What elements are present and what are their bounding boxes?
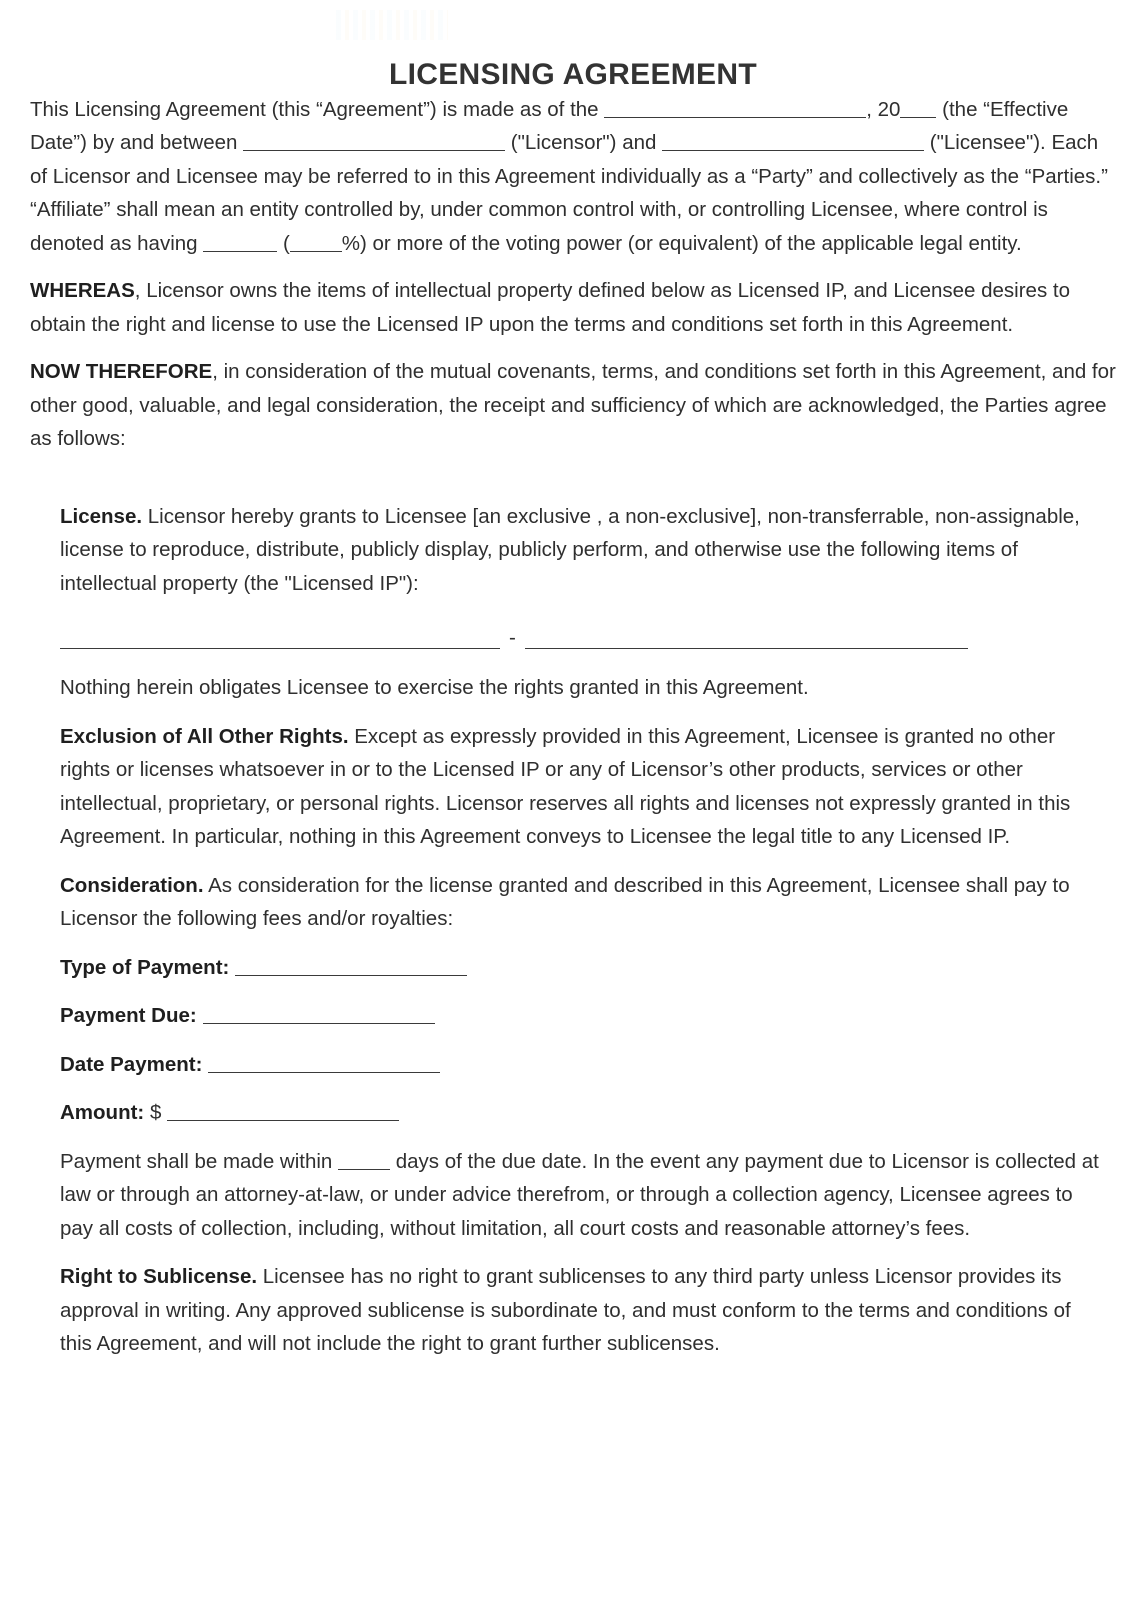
license-clause (60, 500, 1104, 601)
field-date-payment (60, 1048, 1104, 1082)
field-label-type-of-payment: Type of Payment: (60, 955, 230, 979)
field-type-of-payment (60, 951, 1104, 985)
field-input-payment-due[interactable] (203, 1003, 435, 1024)
field-label-amount: Amount: (60, 1101, 145, 1124)
preamble-paragraph (30, 93, 1116, 261)
clauses-section (60, 500, 1104, 1361)
exclusion-clause (60, 720, 1104, 854)
payment-terms-text-2: days of the due date. In the event any payment due to Licensor is collected at law or through an attorney-at-law, or under advice therefrom, or through a collection agency, Licensee agrees to pay all costs of collection, including, without limitation, all court costs and reasonable attorney’s fees. (60, 1149, 1099, 1240)
whereas-text: , Licensor owns the items of intellectual property defined below as Licensed IP, and Licensee desires to obtain the right and license to use the Licensed IP upon the terms and conditions set forth in this Agreement. (30, 279, 1070, 336)
exclusion-heading: Exclusion of All Other Rights. (60, 724, 349, 748)
field-label-payment-due: Payment Due: (60, 1004, 197, 1027)
sublicense-text: Licensee has no right to grant sublicenses to any third party unless Licensor provides its approval in writing. Any approved sublicense is subordinate to, and must conform to the terms and conditions of this Agreement, and will not include the right to grant further sublicenses. (60, 1265, 1071, 1355)
field-input-amount[interactable] (167, 1100, 399, 1121)
now-therefore-text: , in consideration of the mutual covenants, terms, and conditions set forth in this Agreement, and for other good, valuable, and legal consideration, the receipt and sufficiency of which are acknowledged, the Parties agree as follows: (30, 360, 1116, 450)
license-after-text: Nothing herein obligates Licensee to exercise the rights granted in this Agreement. (60, 676, 809, 699)
preamble-text-2: , 20 (866, 97, 901, 121)
now-therefore-paragraph (30, 355, 1116, 456)
field-amount (60, 1096, 1104, 1130)
licensed-ip-separator: - (509, 626, 516, 649)
document-body (0, 93, 1146, 1361)
exclusion-text: Except as expressly provided in this Agreement, Licensee is granted no other rights or licenses whatsoever in or to the Licensed IP or any of Licensor’s other products, services or other intellectual, proprietary, or personal rights. Licensor reserves all rights and licenses not expressly granted in this Agreement. In particular, nothing in this Agreement conveys to Licensee the legal title to any Licensed IP. (60, 724, 1071, 848)
year-blank[interactable] (900, 97, 936, 118)
field-input-type-of-payment[interactable] (235, 955, 467, 976)
license-text: Licensor hereby grants to Licensee [an exclusive , a non-exclusive], non-transferrable, non-assignable, license to reproduce, distribute, publicly display, publicly perform, and otherwise use the following items of intellectual property (the "Licensed IP"): (60, 504, 1080, 595)
whereas-paragraph (30, 274, 1116, 341)
preamble-text-7: %) or more of the voting power (or equivalent) of the applicable legal entity. (341, 231, 1022, 255)
licensor-name-blank[interactable] (243, 130, 505, 151)
sublicense-heading: Right to Sublicense. (60, 1265, 258, 1288)
field-label-date-payment: Date Payment: (60, 1052, 203, 1076)
field-input-date-payment[interactable] (208, 1052, 440, 1073)
consideration-text: As consideration for the license granted and described in this Agreement, Licensee shall pay to Licensor the following fees and/or royalties: (60, 873, 1070, 930)
preamble-text-6: ( (277, 231, 290, 255)
payment-terms-text-1: Payment shall be made within (60, 1149, 339, 1173)
license-heading: License. (60, 504, 143, 528)
effective-date-blank[interactable] (604, 97, 866, 118)
payment-days-blank[interactable] (338, 1149, 390, 1170)
preamble-text-5: ("Licensee"). Each of Licensor and Licensee may be referred to in this Agreement individually as a “Party” and collectively as the “Parties.” “Affiliate” shall mean an entity controlled by, under common control with, or controlling Licensee, where control is denoted as having (30, 131, 1108, 255)
consideration-heading: Consideration. (60, 873, 204, 897)
voting-power-blank[interactable] (203, 231, 277, 252)
licensee-name-blank[interactable] (662, 130, 924, 151)
preamble-text-1: This Licensing Agreement (this “Agreement”) is made as of the (30, 97, 605, 121)
licensed-ip-blank-left[interactable] (60, 626, 500, 649)
page-title: LICENSING AGREEMENT (389, 58, 757, 91)
licensed-ip-blank-row (60, 626, 1104, 649)
preamble-text-4: ("Licensor") and (505, 131, 663, 154)
licensed-ip-blank-right[interactable] (525, 626, 968, 649)
field-currency-symbol: $ (149, 1101, 162, 1124)
consideration-clause (60, 869, 1104, 936)
whereas-label: WHEREAS (30, 279, 135, 302)
payment-terms-paragraph (60, 1145, 1104, 1246)
now-therefore-label: NOW THEREFORE (30, 360, 213, 383)
voting-percent-blank[interactable] (290, 231, 342, 252)
field-payment-due (60, 999, 1104, 1033)
sublicense-clause (60, 1260, 1104, 1361)
preamble-text-3: (the “Effective Date”) by and between (30, 97, 1069, 154)
